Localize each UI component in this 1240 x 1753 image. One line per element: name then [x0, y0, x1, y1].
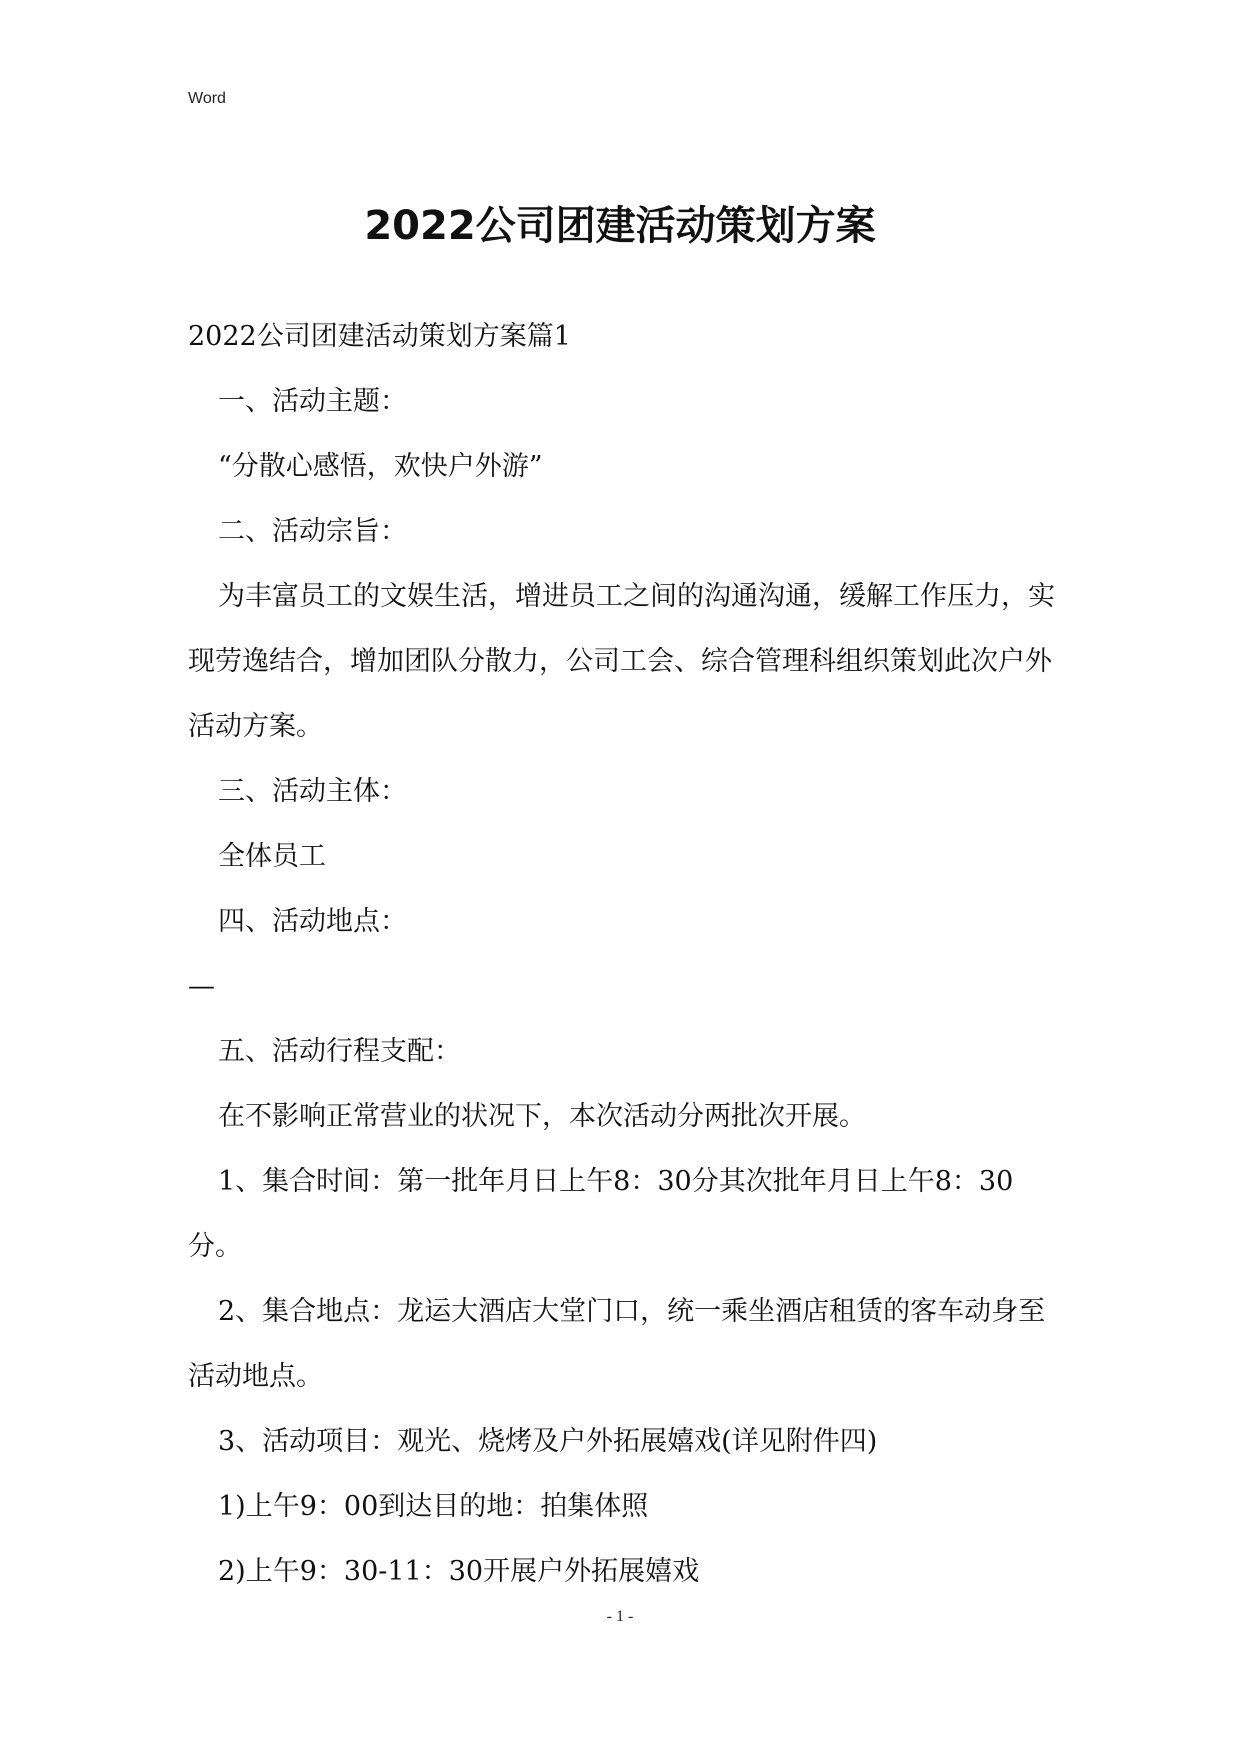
paragraph: 五、活动行程支配： [218, 1036, 461, 1067]
paragraph: 一、活动主题： [218, 386, 407, 417]
paragraph: 四、活动地点： [218, 906, 407, 937]
paragraph: 二、活动宗旨： [218, 516, 407, 547]
paragraph: 2)上午9：30-11：30开展户外拓展嬉戏 [218, 1556, 700, 1587]
paragraph: 全体员工 [218, 841, 326, 872]
paragraph: 在不影响正常营业的状况下，本次活动分两批次开展。 [218, 1101, 866, 1132]
paragraph: 2022公司团建活动策划方案篇1 [188, 321, 571, 352]
paragraph: 三、活动主体： [218, 776, 407, 807]
document-title: 2022公司团建活动策划方案 [364, 203, 876, 249]
paragraph: 为丰富员工的文娱生活，增进员工之间的沟通沟通，缓解工作压力，实现劳逸结合，增加团队分散力，公司工会、综合管理科组织策划此次户外活动方案。 [188, 581, 1055, 742]
paragraph: — [188, 971, 215, 1002]
paragraph: 3、活动项目：观光、烧烤及户外拓展嬉戏(详见附件四) [218, 1426, 878, 1457]
paragraph: 1、集合时间：第一批年月日上午8：30分其次批年月日上午8：30分。 [188, 1166, 1014, 1262]
page-number: - 1 - [606, 1608, 634, 1625]
paragraph: 2、集合地点：龙运大酒店大堂门口，统一乘坐酒店租赁的客车动身至活动地点。 [188, 1296, 1046, 1392]
paragraph: “分散心感悟，欢快户外游” [218, 451, 543, 482]
document-body [188, 304, 1058, 1604]
header-label: Word [188, 90, 226, 107]
paragraph: 1)上午9：00到达目的地：拍集体照 [218, 1491, 649, 1522]
